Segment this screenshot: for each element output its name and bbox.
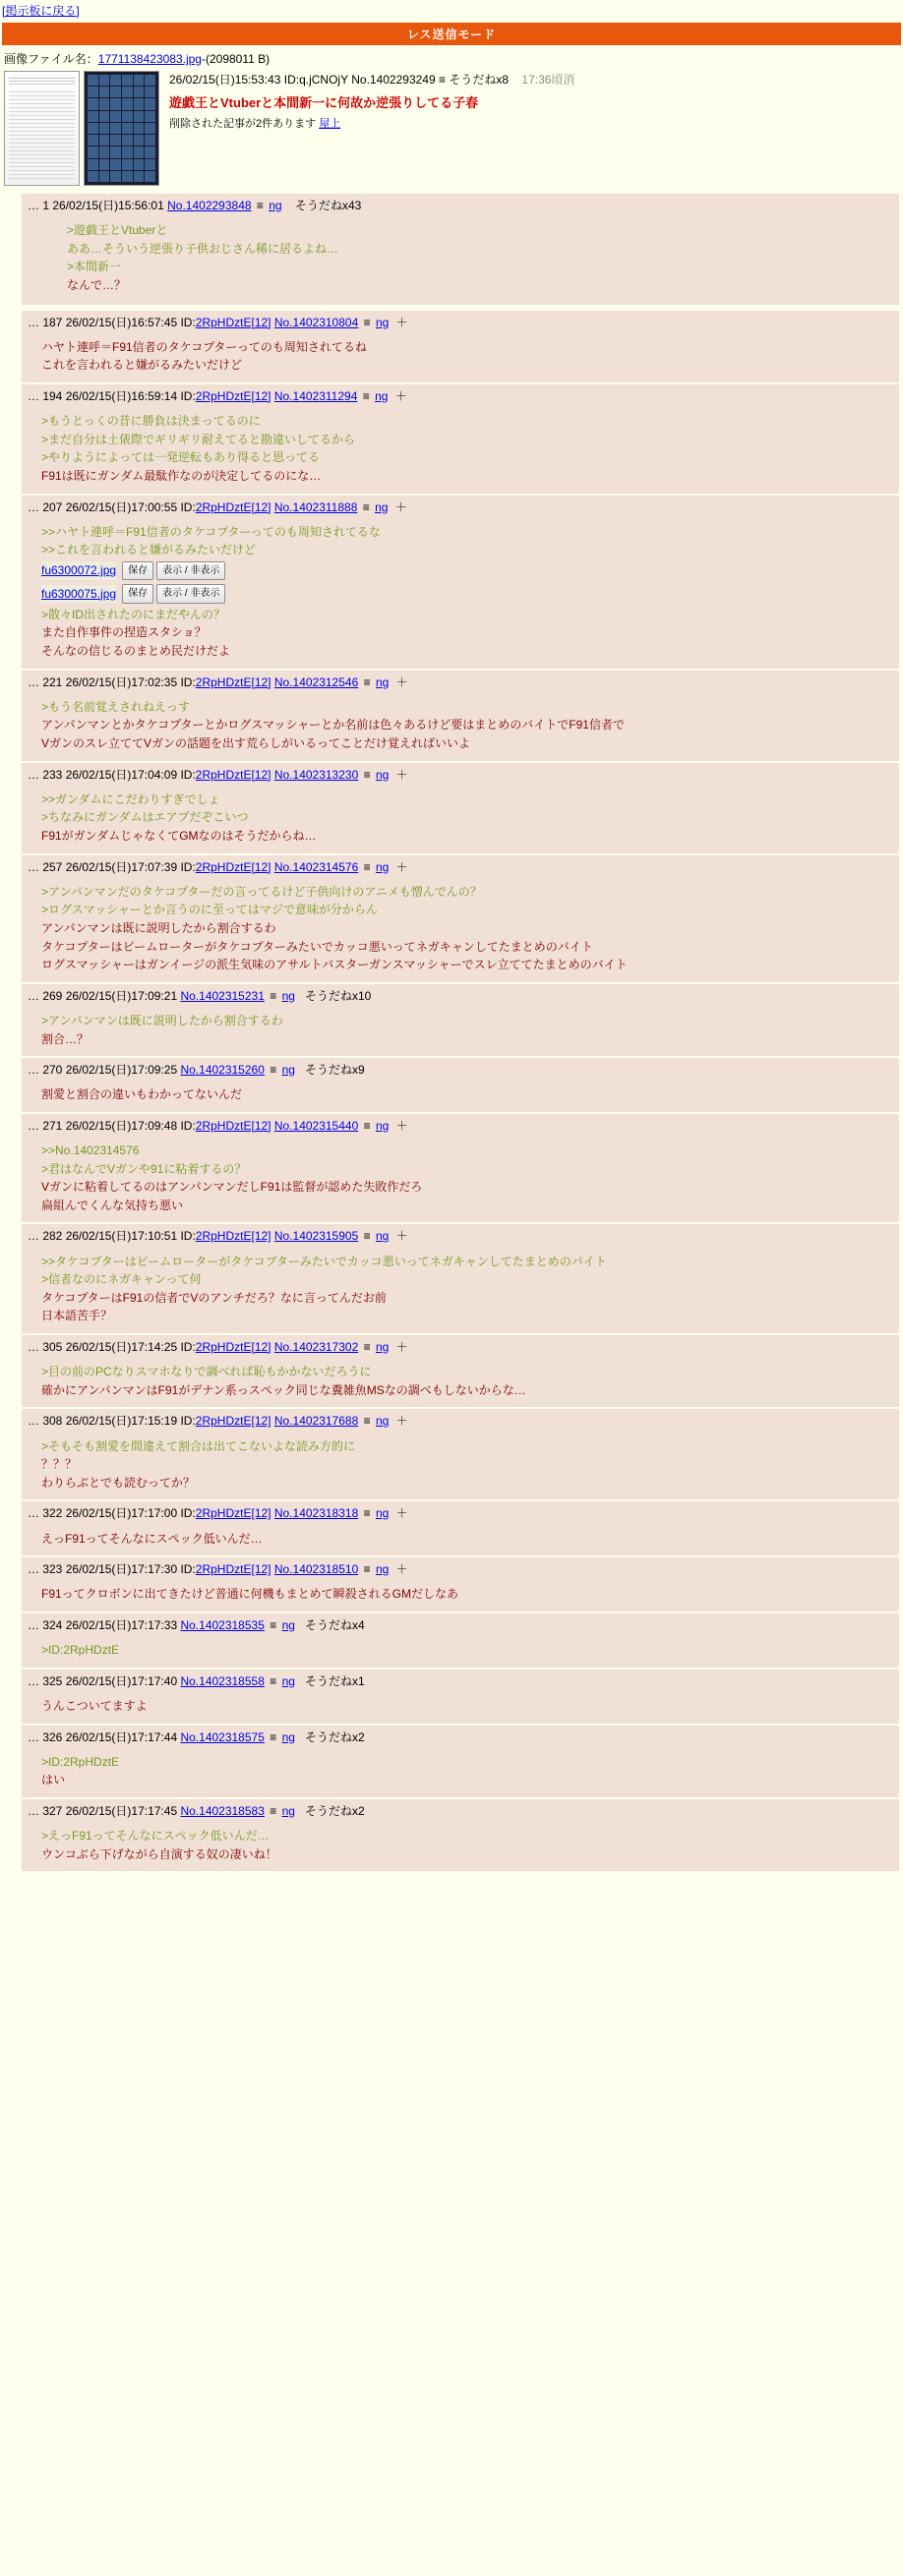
soudane-count[interactable]: そうだねx4 — [304, 1617, 365, 1632]
reply-body — [28, 1432, 893, 1494]
file-size: -(2098011 B) — [201, 52, 271, 66]
reply-body — [28, 877, 893, 976]
reply-line: >>タケコプターはビームローターがタケコプターみたいでカッコ悪いってネガキャンしてたまとめのバイト — [41, 1254, 607, 1268]
reply-header — [28, 1560, 893, 1579]
reply-post — [22, 855, 899, 982]
reply-index: … 308 — [28, 1414, 63, 1429]
expand-button[interactable]: ＋ — [395, 1562, 408, 1577]
reply-post-number[interactable]: No.1402311294 — [273, 388, 358, 403]
reply-header — [28, 1672, 893, 1691]
reply-post — [22, 671, 899, 761]
reply-user-id[interactable]: 2RpHDztE[12] — [195, 674, 271, 689]
reply-post-number[interactable]: No.1402315231 — [180, 988, 265, 1003]
reply-line: ウンコぶら下げながら自演する奴の凄いね！ — [41, 1846, 277, 1861]
reply-line: >ID:2RpHDztE — [41, 1643, 120, 1658]
soudane-count[interactable]: そうだねx2 — [304, 1729, 365, 1744]
reply-datetime: 26/02/15(日)17:09:25 — [65, 1063, 178, 1078]
reply-body — [28, 1821, 893, 1865]
reply-body — [28, 215, 893, 296]
reply-post — [22, 984, 899, 1056]
reply-line: 扁組んでくんな気持ち悪い — [41, 1198, 184, 1212]
reply-line: >>No.1402314576 — [41, 1143, 140, 1158]
expand-button[interactable]: ＋ — [395, 315, 408, 329]
reply-post-number[interactable]: No.1402318575 — [180, 1729, 265, 1744]
reply-line: ログスマッシャーはガンイージの派生気味のアサルトバスターガンスマッシャーでスレ立ててたまとめのバイト — [41, 958, 628, 972]
reply-line: これを言われると嫌がるみたいだけど — [41, 358, 243, 373]
menu-icon[interactable]: ≡ — [363, 1562, 371, 1577]
reply-post — [22, 384, 899, 494]
reply-line: F91は既にガンダム最駄作なのが決定してるのにな… — [41, 468, 322, 483]
menu-icon[interactable]: ≡ — [270, 1617, 277, 1632]
reply-user-id[interactable]: 2RpHDztE[12] — [195, 1229, 271, 1244]
reply-line: >もう名前覚えされねえっす — [41, 699, 191, 714]
reply-index: … 207 — [28, 499, 63, 514]
menu-icon[interactable]: ≡ — [270, 988, 277, 1003]
reply-post — [22, 1224, 899, 1333]
back-to-board[interactable] — [0, 0, 903, 19]
ng-button[interactable]: ng — [375, 1340, 390, 1355]
reply-post — [22, 763, 899, 853]
reply-datetime: 26/02/15(日)17:09:21 — [65, 988, 178, 1003]
reply-line: ああ…そういう逆張り子供おじさん稀に居るよね… — [67, 241, 339, 256]
reply-body — [28, 1524, 893, 1551]
reply-line: >君はなんでVガンや91に粘着するの？ — [41, 1161, 247, 1176]
reply-header — [28, 1338, 893, 1357]
reply-line: Vガンのスレ立ててVガンの話題を出す荒らしがいるってことだけ覚えればいいよ — [41, 736, 471, 751]
reply-index: … 271 — [28, 1118, 63, 1133]
reply-user-id[interactable]: 2RpHDztE[12] — [195, 1506, 271, 1521]
menu-icon[interactable]: ≡ — [363, 674, 371, 689]
save-button[interactable]: 保存 — [122, 584, 153, 604]
attached-image-row — [41, 582, 893, 606]
reply-body — [28, 1080, 893, 1106]
menu-icon[interactable]: ≡ — [363, 1229, 371, 1244]
reply-post-number[interactable]: No.1402315440 — [273, 1118, 359, 1133]
expand-button[interactable]: ＋ — [395, 859, 408, 874]
reply-index: … 324 — [28, 1617, 63, 1632]
menu-icon[interactable]: ≡ — [362, 499, 370, 514]
reply-line: タケコプターはビームローターがタケコプターみたいでカッコ悪いってネガキャンしてたまとめのバイト — [41, 939, 593, 954]
reply-header — [28, 766, 893, 785]
reply-datetime: 26/02/15(日)17:17:30 ID: — [65, 1562, 196, 1577]
reply-post — [22, 1058, 899, 1112]
reply-index: … 322 — [28, 1506, 63, 1521]
reply-datetime: 26/02/15(日)17:17:45 — [65, 1803, 178, 1818]
reply-post-number[interactable]: No.1402315905 — [273, 1229, 359, 1244]
op-datetime: 26/02/15(日)15:53:43 ID:q.jCNOjY — [169, 73, 348, 87]
reply-line: 日本語苦手？ — [41, 1309, 113, 1323]
reply-datetime: 26/02/15(日)17:17:44 — [65, 1729, 178, 1744]
reply-index: … 233 — [28, 767, 63, 782]
reply-line: >アンパンマンは既に説明したから割合するわ — [41, 1013, 283, 1027]
reply-line: >まだ自分は土俵際でギリギリ耐えてると勘違いしてるから — [41, 432, 356, 446]
reply-index: … 257 — [28, 859, 63, 874]
reply-mode-bar: レス送信モード — [2, 23, 901, 45]
reply-header — [28, 1412, 893, 1431]
reply-header — [28, 1504, 893, 1523]
reply-index: … 326 — [28, 1729, 63, 1744]
reply-user-id[interactable]: 2RpHDztE[12] — [195, 388, 271, 403]
reply-datetime: 26/02/15(日)17:07:39 ID: — [65, 859, 196, 874]
reply-datetime: 26/02/15(日)17:00:55 ID: — [65, 499, 196, 514]
reply-line: はい — [41, 1773, 66, 1787]
reply-post-number[interactable]: No.1402315260 — [180, 1063, 265, 1078]
reply-line: >そもそも割愛を間違えて割合は出てこないよな読み方的に — [41, 1438, 356, 1453]
reply-post-number[interactable]: No.1402318510 — [273, 1562, 359, 1577]
expand-button[interactable]: ＋ — [395, 767, 408, 782]
reply-datetime: 26/02/15(日)17:17:40 — [65, 1673, 178, 1688]
reply-list — [0, 311, 903, 1872]
menu-icon[interactable]: ≡ — [363, 1118, 371, 1133]
reply-line: わりらぶとでも読むってか？ — [41, 1475, 196, 1490]
reply-line: >目の前のPCなりスマホなりで調べれば恥もかかないだろうに — [41, 1365, 372, 1379]
reply-header — [28, 1616, 893, 1635]
soudane-count[interactable]: そうだねx1 — [304, 1673, 365, 1688]
expand-button[interactable]: ＋ — [394, 388, 407, 403]
menu-icon[interactable]: ≡ — [256, 199, 264, 212]
reply-post-number[interactable]: No.1402318318 — [273, 1506, 359, 1521]
reply-line: >散々ID出されたのにまだやんの？ — [41, 607, 226, 621]
reply-index: … 187 — [28, 315, 63, 329]
reply-user-id[interactable]: 2RpHDztE[12] — [195, 859, 271, 874]
reply-line: >>これを言われると嫌がるみたいだけど — [41, 543, 257, 557]
op-expiry: 17:36頃消 — [521, 73, 575, 87]
menu-icon[interactable]: ≡ — [363, 1340, 371, 1355]
reply-header — [28, 197, 893, 215]
save-button[interactable]: 保存 — [122, 561, 153, 581]
reply-index: … 194 — [28, 388, 63, 403]
toggle-visibility-button[interactable]: 表示 / 非表示 — [156, 561, 225, 581]
image-buttons — [122, 584, 225, 604]
reply-post — [22, 496, 899, 669]
ng-button[interactable]: ng — [375, 1229, 390, 1244]
reply-user-id[interactable]: 2RpHDztE[12] — [195, 1118, 271, 1133]
reply-post — [22, 1799, 899, 1871]
reply-post-number[interactable]: No.1402318535 — [180, 1617, 265, 1632]
reply-header — [28, 387, 893, 406]
reply-line: F91がガンダムじゃなくてGMなのはそうだからね… — [41, 829, 317, 843]
menu-icon[interactable]: ≡ — [363, 859, 371, 874]
expand-button[interactable]: ＋ — [395, 1229, 408, 1244]
ng-button[interactable]: ng — [375, 499, 389, 514]
ng-button[interactable]: ng — [375, 1118, 390, 1133]
reply-post-number[interactable]: No.1402312546 — [273, 674, 359, 689]
ng-button[interactable]: ng — [375, 859, 390, 874]
reply-line: タケコプターはF91の信者でVのアンチだろ？なに言ってんだお前 — [41, 1290, 387, 1305]
expand-button[interactable]: ＋ — [395, 1414, 408, 1429]
reply-line: ？？？ — [41, 1457, 78, 1472]
reply-line: Vガンに粘着してるのはアンパンマンだしF91は監督が認めた失敗作だろ — [41, 1180, 423, 1195]
reply-index: … 327 — [28, 1803, 63, 1818]
file-info-line — [0, 47, 903, 69]
ng-button[interactable]: ng — [281, 988, 295, 1003]
reply-post-number[interactable]: No.1402293848 — [167, 199, 252, 212]
reply-line: >>ハヤト連呼＝F91信者のタケコプターってのも周知されてるな — [41, 524, 381, 539]
reply-datetime: 26/02/15(日)17:04:09 ID: — [65, 767, 196, 782]
thumbnail-grid-cells — [88, 75, 155, 182]
reply-body — [28, 406, 893, 487]
op-thumbnails — [4, 71, 159, 186]
expand-button[interactable]: ＋ — [395, 1118, 408, 1133]
reply-post-number[interactable]: No.1402314576 — [273, 859, 359, 874]
reply-datetime: 26/02/15(日)17:17:00 ID: — [65, 1506, 196, 1521]
deleted-notice — [169, 113, 899, 135]
reply-post-number[interactable]: No.1402311888 — [273, 499, 358, 514]
reply-post — [22, 1409, 899, 1499]
expand-button[interactable]: ＋ — [395, 1340, 408, 1355]
ng-button[interactable]: ng — [281, 1617, 295, 1632]
reply-user-id[interactable]: 2RpHDztE[12] — [195, 767, 271, 782]
reply-index: … 323 — [28, 1562, 63, 1577]
reply-header — [28, 314, 893, 332]
reply-line: >本間新一 — [67, 260, 122, 274]
ng-button[interactable]: ng — [375, 1562, 390, 1577]
reply-post-number[interactable]: No.1402317302 — [273, 1340, 359, 1355]
op-title: 遊戯王とVtuberと本間新一に何故か逆張りしてる子春 — [169, 95, 479, 110]
reply-datetime: 26/02/15(日)17:02:35 ID: — [65, 674, 196, 689]
reply-line: >ちなみにガンダムはエアプだぞこいつ — [41, 810, 249, 825]
reply-post-number[interactable]: No.1402310804 — [273, 315, 359, 329]
reply-datetime: 26/02/15(日)17:15:19 ID: — [65, 1414, 196, 1429]
reply-user-id[interactable]: 2RpHDztE[12] — [195, 1562, 271, 1577]
reply-line: >アンパンマンだのタケコプターだの言ってるけど子供向けのアニメも憎んでんの？ — [41, 884, 482, 899]
reply-datetime: 26/02/15(日)17:17:33 — [65, 1617, 178, 1632]
soudane-count[interactable]: そうだねx10 — [304, 988, 372, 1003]
reply-datetime: 26/02/15(日)17:14:25 ID: — [65, 1340, 196, 1355]
op-soudane-count[interactable]: そうだねx8 — [449, 73, 510, 87]
reply-post — [22, 1726, 899, 1797]
reply-line: 割愛と割合の違いもわかってないんだ — [41, 1087, 243, 1102]
reply-body — [28, 1357, 893, 1401]
reply-line: >遊戯王とVtuberと — [67, 223, 168, 238]
menu-icon[interactable]: ≡ — [270, 1729, 277, 1744]
reply-body — [28, 1579, 893, 1606]
reply-post — [22, 1557, 899, 1611]
reply-post — [22, 1501, 899, 1555]
reply-post-number[interactable]: No.1402317688 — [273, 1414, 359, 1429]
ng-button[interactable]: ng — [375, 388, 389, 403]
reply-user-id[interactable]: 2RpHDztE[12] — [195, 1414, 271, 1429]
file-name-link[interactable]: 1771138423083.jpg — [97, 52, 202, 66]
reply-line: F91ってクロボンに出てきたけど普通に何機もまとめて瞬殺されるGMだしなあ — [41, 1587, 459, 1602]
file-label: 画像ファイル名： — [4, 52, 98, 66]
reply-header — [28, 1061, 893, 1080]
back-to-board-link[interactable]: [掲示板に戻る] — [2, 4, 80, 18]
attached-image-link[interactable]: fu6300072.jpg — [41, 561, 116, 580]
ng-button[interactable]: ng — [375, 767, 390, 782]
reply-index: … 1 — [28, 199, 50, 212]
reply-datetime: 26/02/15(日)17:09:48 ID: — [65, 1118, 196, 1133]
reply-post-number[interactable]: No.1402318583 — [180, 1803, 265, 1818]
original-post — [0, 69, 903, 192]
reply-body — [28, 692, 893, 755]
menu-icon[interactable]: ≡ — [363, 767, 371, 782]
reply-line: >えっF91ってそんなにスペック低いんだ… — [41, 1829, 270, 1844]
reply-index: … 305 — [28, 1340, 63, 1355]
reply-post — [22, 1335, 899, 1407]
reply-line: アンパンマンとかタケコプターとかログスマッシャーとか名前は色々あるけど要はまとめのバイトでF91信者で — [41, 718, 625, 732]
reply-line: ハヤト連呼＝F91信者のタケコプターってのも周知されてるね — [41, 339, 367, 354]
reply-body — [28, 785, 893, 848]
soudane-count[interactable]: そうだねx43 — [294, 199, 362, 212]
reply-post-number[interactable]: No.1402313230 — [273, 767, 359, 782]
op-thumbnail-text-image[interactable] — [4, 71, 80, 186]
reply-header — [28, 498, 893, 517]
expand-button[interactable]: ＋ — [395, 674, 408, 689]
reply-line: えっF91ってそんなにスペック低いんだ… — [41, 1531, 263, 1546]
reply-post — [22, 311, 899, 382]
reply-body — [28, 1136, 893, 1216]
reply-user-id[interactable]: 2RpHDztE[12] — [195, 1340, 271, 1355]
menu-icon[interactable]: ≡ — [270, 1803, 277, 1818]
soudane-count[interactable]: そうだねx2 — [304, 1803, 365, 1818]
reply-user-id[interactable]: 2RpHDztE[12] — [195, 499, 271, 514]
op-header — [169, 71, 899, 88]
menu-icon[interactable]: ≡ — [363, 1414, 371, 1429]
expand-button[interactable]: ＋ — [395, 1506, 408, 1521]
ng-button[interactable]: ng — [375, 315, 390, 329]
reply-index: … 269 — [28, 988, 63, 1003]
reply-post — [22, 1669, 899, 1724]
menu-icon[interactable]: ≡ — [270, 1063, 277, 1078]
reply-line: >信者なのにネガキャンって何 — [41, 1272, 202, 1287]
reply-datetime: 26/02/15(日)15:56:01 — [52, 199, 164, 212]
reply-line: >もうとっくの昔に勝負は決まってるのに — [41, 414, 261, 429]
attached-image-link[interactable]: fu6300075.jpg — [41, 585, 116, 604]
reply-index: … 325 — [28, 1673, 63, 1688]
reply-line: >ログスマッシャーとか言うのに至ってはマジで意味が分からん — [41, 903, 378, 917]
reply-header — [28, 858, 893, 877]
reply-line: >>ガンダムにこだわりすぎでしょ — [41, 791, 220, 806]
reply-body — [28, 1691, 893, 1718]
expand-button[interactable]: ＋ — [394, 499, 407, 514]
reply-datetime: 26/02/15(日)16:59:14 ID: — [65, 388, 196, 403]
reply-body — [28, 517, 893, 663]
ng-button[interactable]: ng — [375, 1506, 390, 1521]
reply-line: >やりようによっては一発逆転もあり得ると思ってる — [41, 450, 321, 465]
op-first-reply — [22, 194, 899, 305]
deleted-notice-text: 削除された記事が2件あります — [169, 118, 317, 130]
reply-header — [28, 1117, 893, 1136]
ng-button[interactable]: ng — [281, 1063, 295, 1078]
reply-body — [28, 1247, 893, 1327]
reply-post-number[interactable]: No.1402318558 — [180, 1673, 265, 1688]
reply-index: … 282 — [28, 1229, 63, 1244]
reply-line: 割合…？ — [41, 1031, 90, 1046]
reply-line: うんこついてますよ — [41, 1698, 148, 1713]
reply-datetime: 26/02/15(日)17:10:51 ID: — [65, 1229, 196, 1244]
reply-line: 確かにアンパンマンはF91がデナン系っスペック同じな糞雑魚MSなの調べもしないからな… — [41, 1382, 526, 1397]
reply-body — [28, 1006, 893, 1050]
reply-header — [28, 673, 893, 692]
menu-icon[interactable]: ≡ — [363, 1506, 371, 1521]
reply-line: >ID:2RpHDztE — [41, 1754, 120, 1769]
attached-image-row — [41, 559, 893, 583]
reply-index: … 221 — [28, 674, 63, 689]
reply-body — [28, 332, 893, 377]
reply-body — [28, 1635, 893, 1662]
reply-post — [22, 1114, 899, 1223]
reply-header — [28, 1728, 893, 1747]
reply-user-id[interactable]: 2RpHDztE[12] — [195, 315, 271, 329]
ng-button[interactable]: ng — [281, 1803, 295, 1818]
soudane-count[interactable]: そうだねx9 — [304, 1063, 365, 1078]
reply-body — [28, 1747, 893, 1791]
menu-icon[interactable]: ≡ — [362, 388, 370, 403]
reply-index: … 270 — [28, 1063, 63, 1078]
image-buttons — [122, 561, 225, 581]
reply-datetime: 26/02/15(日)16:57:45 ID: — [65, 315, 196, 329]
menu-icon[interactable]: ≡ — [270, 1673, 277, 1688]
reply-header — [28, 1802, 893, 1821]
reply-post — [22, 1613, 899, 1668]
reply-line: また自作事件の捏造スタショ？ — [41, 625, 207, 640]
op-post-number: No.1402293249 — [351, 73, 436, 87]
reply-header — [28, 1227, 893, 1246]
ng-button[interactable]: ng — [269, 199, 282, 212]
menu-icon[interactable]: ≡ — [439, 73, 447, 87]
toggle-visibility-button[interactable]: 表示 / 非表示 — [156, 584, 225, 604]
reply-header — [28, 987, 893, 1006]
reply-line: そんなの信じるのまとめ民だけだよ — [41, 644, 231, 659]
ng-button[interactable]: ng — [281, 1673, 295, 1688]
op-thumbnail-grid-image[interactable] — [84, 71, 159, 186]
deleted-notice-link[interactable]: 屋上 — [319, 118, 341, 130]
menu-icon[interactable]: ≡ — [363, 315, 371, 329]
ng-button[interactable]: ng — [375, 674, 390, 689]
ng-button[interactable]: ng — [281, 1729, 295, 1744]
reply-line: アンパンマンは既に説明したから割合するわ — [41, 920, 276, 935]
reply-line: なんで…？ — [67, 277, 127, 292]
ng-button[interactable]: ng — [375, 1414, 390, 1429]
